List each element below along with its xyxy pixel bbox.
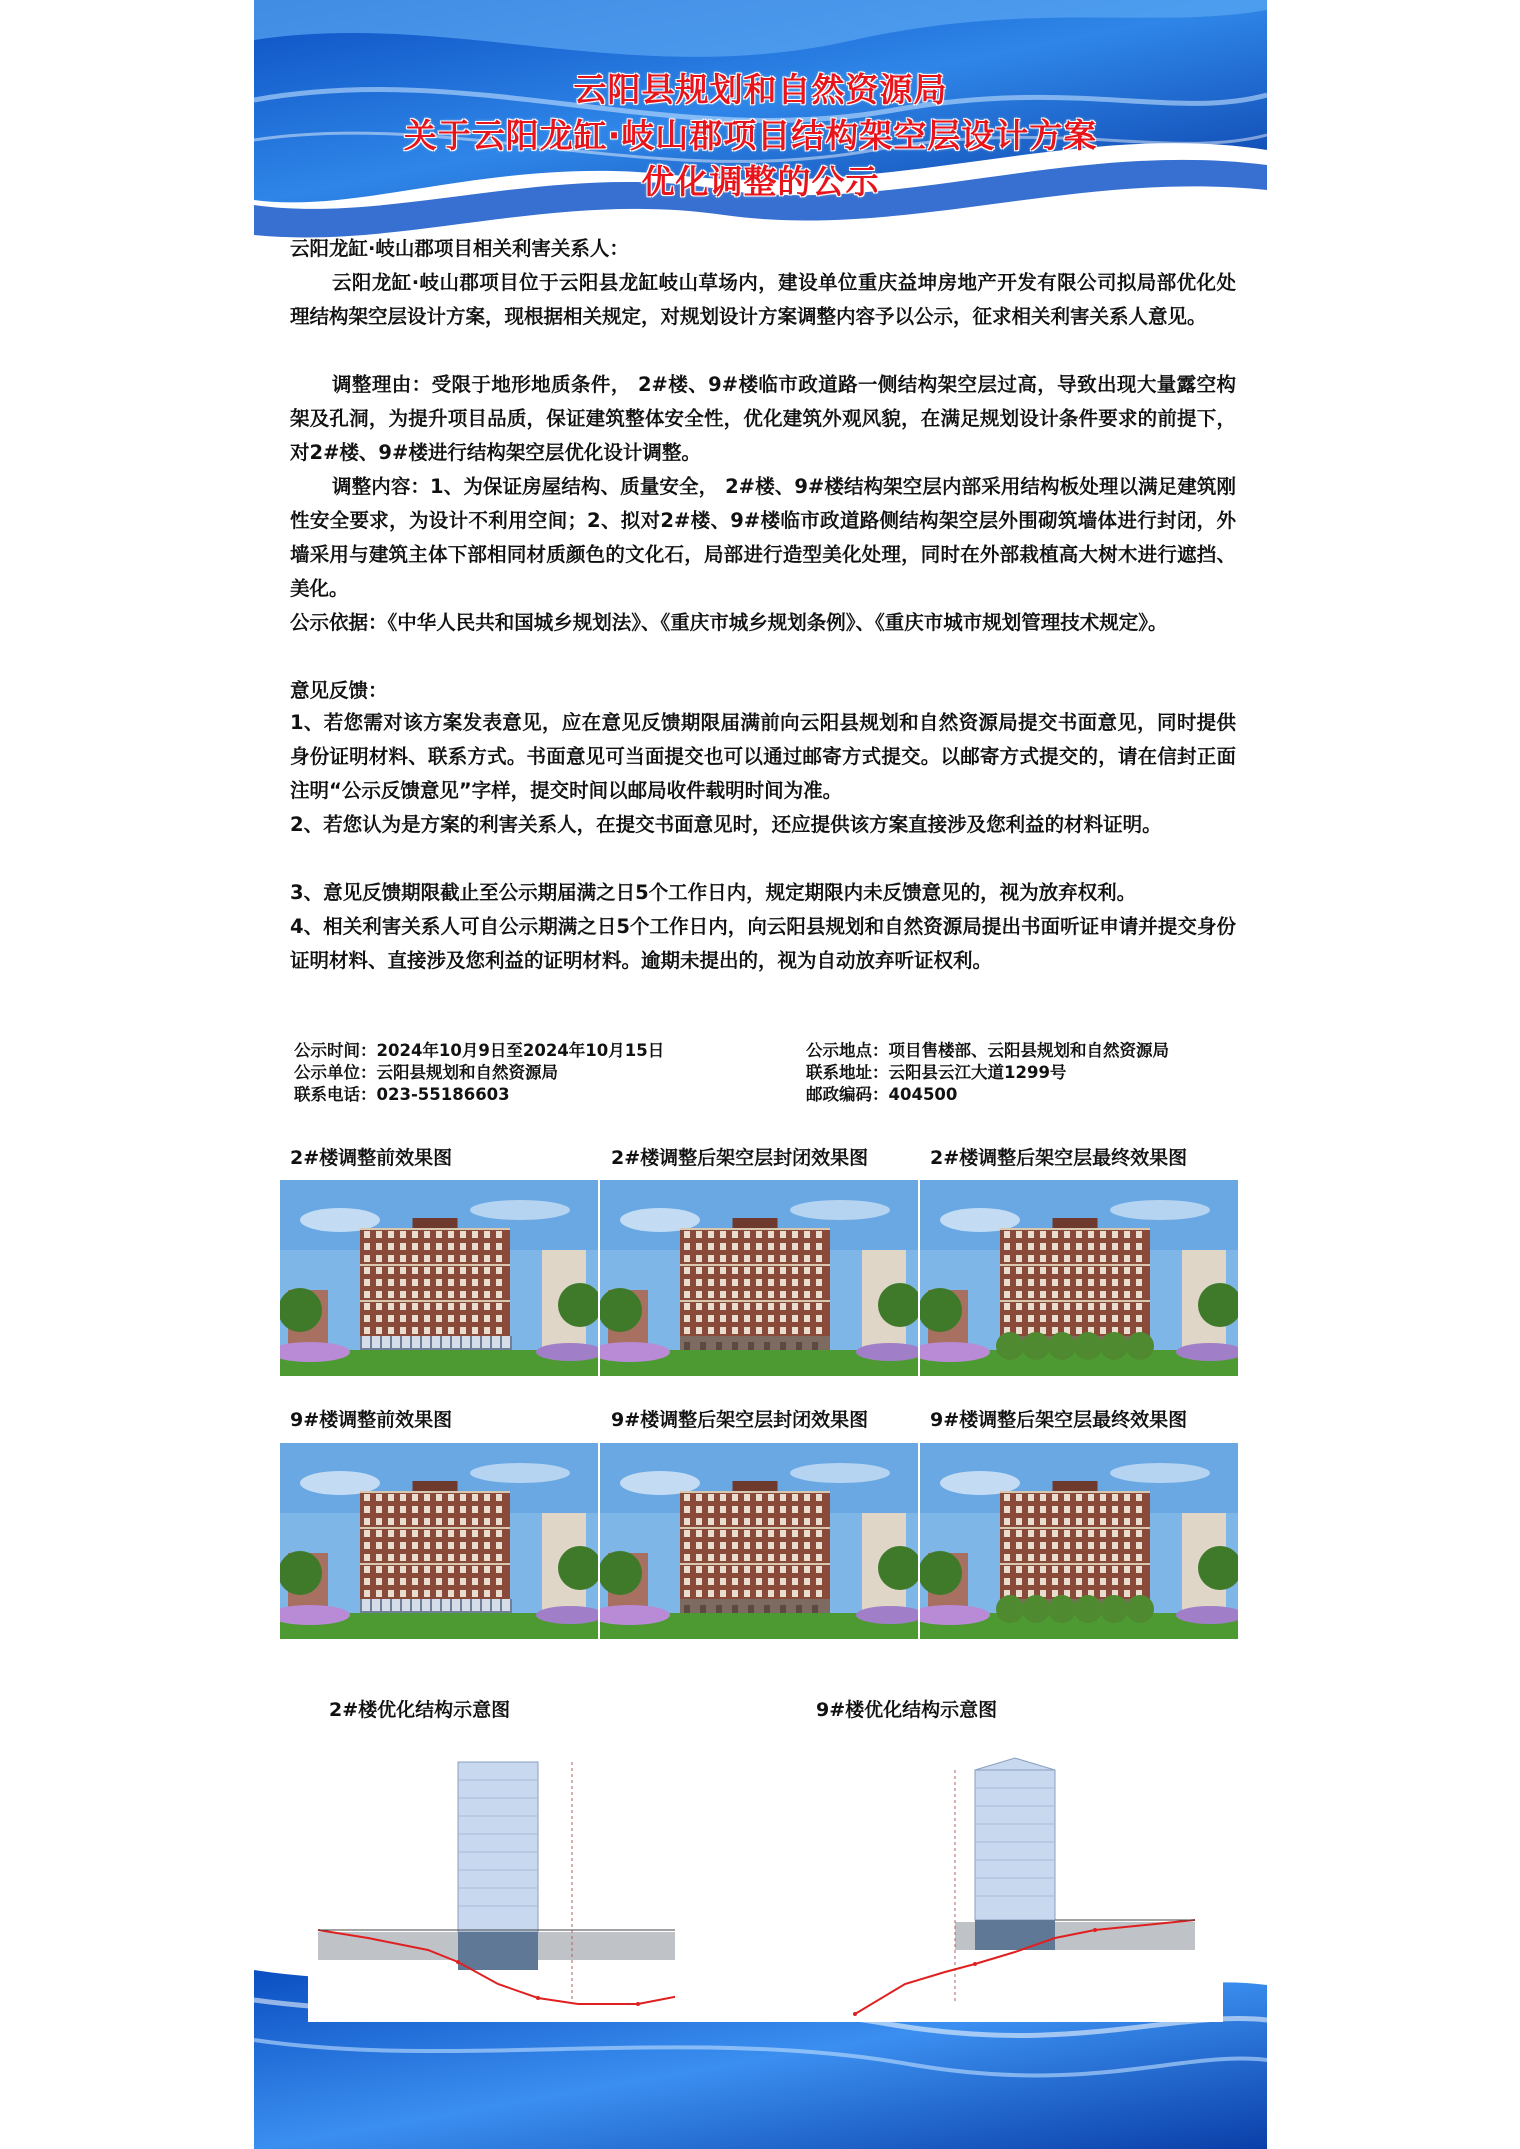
salutation: 云阳龙缸·岐山郡项目相关利害关系人： [290, 237, 629, 260]
title-line-1: 云阳县规划和自然资源局 [573, 70, 948, 109]
contact-address: 联系地址：云阳县云江大道1299号 [806, 1063, 1067, 1082]
render-caption-b9-final: 9#楼调整后架空层最终效果图 [930, 1409, 1188, 1431]
diagram-b9-section [675, 1752, 1223, 2022]
basis-paragraph: 公示依据：《中华人民共和国城乡规划法》、《重庆市城乡规划条例》、《重庆市城市规划管理技术规定》。 [290, 611, 1168, 634]
diagram-caption-b9: 9#楼优化结构示意图 [816, 1699, 998, 1721]
render-b2-before [280, 1180, 598, 1376]
notice-info-right [806, 1040, 1169, 1106]
postcode: 邮政编码：404500 [806, 1085, 958, 1104]
diagram-caption-b2: 2#楼优化结构示意图 [329, 1699, 511, 1721]
feedback-heading: 意见反馈： [290, 679, 388, 702]
render-b2-closed [600, 1180, 918, 1376]
content-paragraph: 调整内容：1、为保证房屋结构、质量安全， 2#楼、9#楼结构架空层内部采用结构板处理以满足建筑刚性安全要求，为设计不利用空间；2、拟对2#楼、9#楼临市政道路侧结构架空层外围砌筑墙体进行封闭，外墙采用与建筑主体下部相同材质颜色的文化石，局部进行造型美化处理，同时在外部栽植高大树木进行遮挡、美化。 [290, 475, 1236, 600]
title-line-2: 关于云阳龙缸·岐山郡项目结构架空层设计方案 [403, 116, 1098, 155]
render-b9-before [280, 1443, 598, 1639]
notice-place: 公示地点：项目售楼部、云阳县规划和自然资源局 [806, 1041, 1169, 1060]
render-b2-final [920, 1180, 1238, 1376]
title-line-3: 优化调整的公示 [641, 162, 880, 201]
render-caption-b2-final: 2#楼调整后架空层最终效果图 [930, 1147, 1188, 1169]
feedback-item: 4、相关利害关系人可自公示期满之日5个工作日内，向云阳县规划和自然资源局提出书面听证申请并提交身份证明材料、直接涉及您利益的证明材料。逾期未提出的，视为自动放弃听证权利。 [290, 915, 1236, 972]
render-caption-b9-before: 9#楼调整前效果图 [290, 1409, 453, 1431]
render-caption-b2-before: 2#楼调整前效果图 [290, 1147, 453, 1169]
feedback-item: 2、若您认为是方案的利害关系人，在提交书面意见时，还应提供该方案直接涉及您利益的材料证明。 [290, 813, 1162, 836]
intro-paragraph: 云阳龙缸·岐山郡项目位于云阳县龙缸岐山草场内，建设单位重庆益坤房地产开发有限公司拟局部优化处理结构架空层设计方案，现根据相关规定，对规划设计方案调整内容予以公示，征求相关利害关系人意见。 [290, 271, 1236, 328]
feedback-item: 3、意见反馈期限截止至公示期届满之日5个工作日内，规定期限内未反馈意见的，视为放弃权利。 [290, 881, 1137, 904]
render-b9-closed [600, 1443, 918, 1639]
render-b9-final [920, 1443, 1238, 1639]
notice-info-left [294, 1040, 664, 1106]
notice-time: 公示时间：2024年10月9日至2024年10月15日 [294, 1041, 665, 1060]
feedback-item: 1、若您需对该方案发表意见，应在意见反馈期限届满前向云阳县规划和自然资源局提交书面意见，同时提供身份证明材料、联系方式。书面意见可当面提交也可以通过邮寄方式提交。以邮寄方式提交的，请在信封正面注明“公示反馈意见”字样，提交时间以邮局收件载明时间为准。 [290, 711, 1236, 802]
diagram-b2-section [308, 1752, 706, 2022]
contact-phone: 联系电话：023-55186603 [294, 1085, 510, 1104]
notice-poster [254, 0, 1267, 2149]
notice-unit: 公示单位：云阳县规划和自然资源局 [294, 1063, 558, 1082]
render-caption-b9-closed: 9#楼调整后架空层封闭效果图 [611, 1409, 869, 1431]
render-caption-b2-closed: 2#楼调整后架空层封闭效果图 [611, 1147, 869, 1169]
reason-paragraph: 调整理由：受限于地形地质条件， 2#楼、9#楼临市政道路一侧结构架空层过高，导致出现大量露空构架及孔洞，为提升项目品质，保证建筑整体安全性，优化建筑外观风貌，在满足规划设计条件要求的前提下，对2#楼、9#楼进行结构架空层优化设计调整。 [290, 373, 1236, 464]
